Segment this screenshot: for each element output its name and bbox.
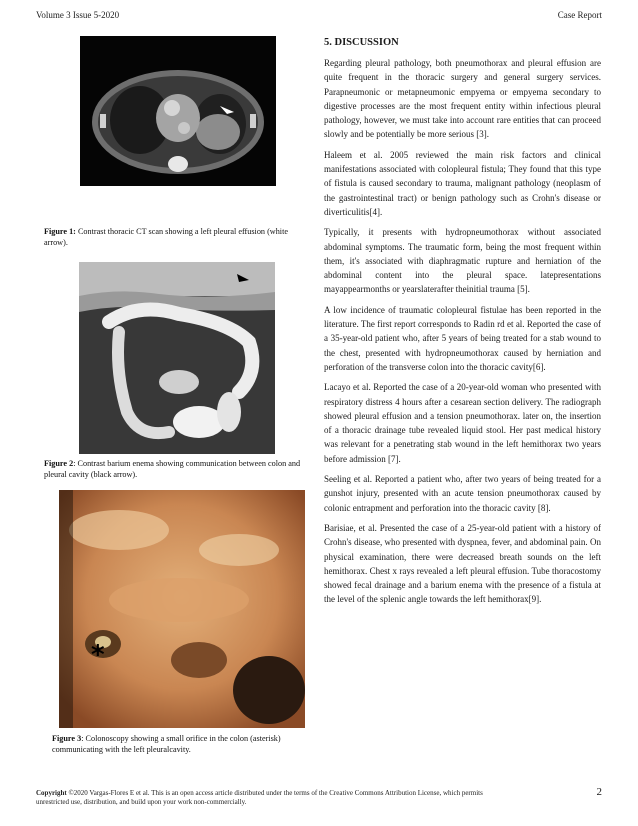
paragraph: Lacayo et al. Reported the case of a 20-year-old woman who presented with respiratory distress 4 hours after a cesarean section delivery. The radiograph showed pleural effusion and a tension pneumothorax. later on, the insertion of a thoracic drainage tube revealed liquid stool. Her past medical history was relevant for a penetrating stab wound in the left hemithorax two years before admission [7].: [324, 382, 601, 464]
paragraph: Barisiae, et al. Presented the case of a 25-year-old patient with a history of Crohn's disease, who presented with dyspnea, fever, and abdominal pain. On physical examination, there were decreased breath sounds on the left hemithorax. Chest x rays revealed a left pleural effusion. Tube thoracostomy showed fecal drainage and a barium enema with the presence of a fistula at the level of the splenic angle towards the left hemithorax[9].: [324, 522, 601, 605]
figure-2-caption-text: : Contrast barium enema showing communication between colon and pleural cavity (black arrow).: [44, 459, 301, 479]
copyright-text: ©2020 Vargas-Flores E et al. This is an open access article distributed under the terms of the Creative Commons Attribution License, which permits unrestricted use, distribution, and build upon your work non-commercially.: [36, 789, 483, 806]
page-number: 2: [596, 786, 602, 798]
article-type: Case Report: [557, 10, 602, 20]
journal-volume: Volume 3 Issue 5-2020: [36, 10, 120, 20]
paragraph: Typically, it presents with hydropneumothorax without associated abdominal symptoms. The traumatic form, being the most frequent within them, it's associated with diaphragmatic rupture and herniation of the abdominal content into the pleural space. latepresentations mayappearmonths or yearslaterafter theinitial trauma [5].: [324, 227, 601, 295]
paragraph: Seeling et al. Reported a patient who, after two years of being treated for a gunshot injury, presented with an acute tension pneumothorax caused by colonic entrapment and perforation into the thoracic cavity [8].: [324, 474, 601, 513]
figure-3-colonoscopy-image: [59, 490, 305, 728]
figure-1-label: Figure 1:: [44, 227, 76, 236]
figure-2-barium-enema-image: [79, 262, 275, 454]
asterisk-marker: *: [91, 640, 105, 670]
figure-1-caption-text: Contrast thoracic CT scan showing a left pleural effusion (white arrow).: [44, 227, 288, 247]
figure-3-label: Figure 3: [52, 734, 82, 743]
paragraph: Regarding pleural pathology, both pneumothorax and pleural effusion are quite frequent in the thoracic surgery and general surgery services. Parapneumonic or metapneumonic empyema or empyema secondary to digestive processes are the most frequent entity within infectious pleural pathology, however, we must take into account rare entities that can proceed slowly and be potentially be more serious [3].: [324, 58, 601, 140]
paragraph: A low incidence of traumatic colopleural fistulae has been reported in the literature. The first report corresponds to Radin rd et al. Reported the case of a 35-year-old patient who, after 5 years of being treated for a stab wound to the chest, presented with hydropneumothorax caused by herniation and perforation of the transverse colon into the thoracic cavity[6].: [324, 304, 601, 372]
section-title: 5. DISCUSSION: [324, 37, 399, 48]
discussion-section: [324, 37, 601, 613]
paragraph: Haleem et al. 2005 reviewed the main risk factors and clinical manifestations associated with colopleural fistula; They found that this type of fistula is caused secondary to trauma, malignant pathology (neoplasm of the gastrointestinal tract) or benign pathology such as Crohn's disease or diverticulitis[4].: [324, 149, 601, 217]
copyright-label: Copyright: [36, 789, 67, 797]
figure-2-label: Figure 2: [44, 459, 74, 468]
figure-2-caption: [44, 459, 306, 480]
copyright-footer: [36, 789, 506, 807]
figure-3-caption-text: : Colonoscopy showing a small orifice in the colon (asterisk) communicating with the left pleuralcavity.: [52, 734, 281, 754]
figure-3-caption: [52, 734, 308, 755]
figure-1-ct-image: [80, 36, 276, 186]
figure-1-caption: [44, 227, 306, 248]
